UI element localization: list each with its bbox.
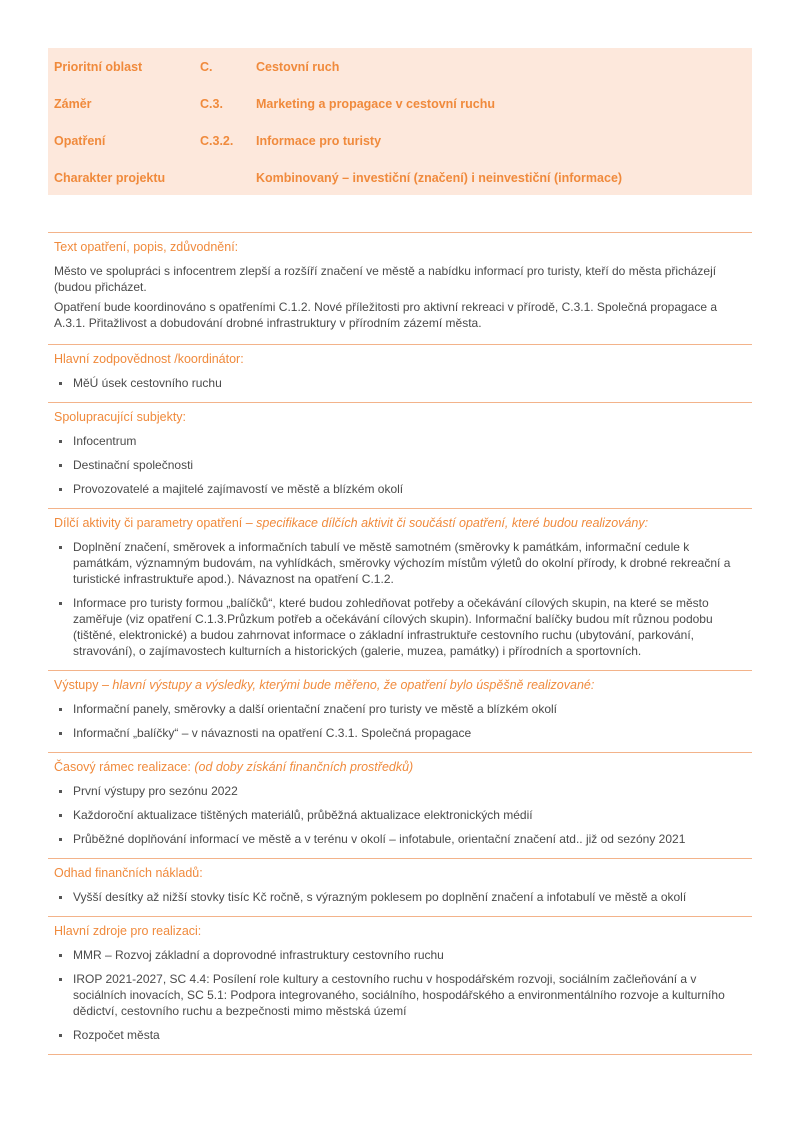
section-title: Spolupracující subjekty:	[54, 410, 187, 424]
list-item: MěÚ úsek cestovního ruchu	[54, 375, 746, 391]
bullet-list	[54, 783, 746, 847]
header-label: Prioritní oblast	[54, 60, 143, 74]
section-title-main: Časový rámec realizace:	[54, 760, 191, 774]
list-item: Provozovatelé a majitelé zajímavostí ve městě a blízkém okolí	[54, 481, 746, 497]
section-subtitle: – hlavní výstupy a výsledky, kterými bude měřeno, že opatření bylo úspěšně realizované:	[101, 678, 595, 692]
section-partners	[48, 402, 752, 508]
bullet-list	[54, 701, 746, 741]
list-item: Infocentrum	[54, 433, 746, 449]
section-outputs	[48, 670, 752, 752]
section-responsibility	[48, 344, 752, 402]
section-title: Text opatření, popis, zdůvodnění:	[54, 240, 239, 254]
list-item: Informační „balíčky“ – v návaznosti na opatření C.3.1. Společná propagace	[54, 725, 746, 741]
measure-details	[48, 232, 752, 1055]
section-subtitle: (od doby získání finančních prostředků)	[194, 760, 414, 774]
header-value: Informace pro turisty	[256, 134, 382, 148]
section-title	[54, 514, 746, 532]
section-activities	[48, 508, 752, 670]
section-title: Hlavní zodpovědnost /koordinátor:	[54, 352, 244, 366]
header-code: C.	[200, 60, 213, 74]
list-item: Vyšší desítky až nižší stovky tisíc Kč ročně, s výrazným poklesem po doplnění značení a infotabulí ve městě a okolí	[54, 889, 746, 905]
list-item: MMR – Rozvoj základní a doprovodné infrastruktury cestovního ruchu	[54, 947, 746, 963]
header-label: Opatření	[54, 134, 106, 148]
list-item: IROP 2021-2027, SC 4.4: Posílení role kultury a cestovního ruchu v hospodářském rozvoji, sociálním začleňování a v sociálních inovacích, SC 5.1: Podpora integrovaného, sociálního, hospodářského a environmentálního rozvoje a kulturního dědictví, cestovního ruchu a bezpečnosti mimo městská území	[54, 971, 746, 1019]
header-value: Marketing a propagace v cestovní ruchu	[256, 97, 495, 111]
list-item: Doplnění značení, směrovek a informačních tabulí ve městě samotném (směrovky k památkám, informační cedule k památkám, významným budovám, na vyhlídkách, směrovky výchozím místům výletů do okolní přírody, k drobné rekreační a turistické infrastruktuře apod.). Návaznost na opatření C.1.2.	[54, 539, 746, 587]
section-costs	[48, 858, 752, 916]
project-header-table	[48, 48, 752, 195]
header-value: Cestovní ruch	[256, 60, 340, 74]
section-title: Odhad finančních nákladů:	[54, 866, 203, 880]
section-title	[54, 758, 746, 776]
list-item: Informační panely, směrovky a další orientační značení pro turisty ve městě a blízkém okolí	[54, 701, 746, 717]
section-funding-sources	[48, 916, 752, 1055]
list-item: Destinační společnosti	[54, 457, 746, 473]
header-value: Kombinovaný – investiční (značení) i neinvestiční (informace)	[256, 171, 623, 185]
section-title-main: Výstupy	[54, 678, 99, 692]
header-label: Charakter projektu	[54, 171, 166, 185]
section-subtitle: – specifikace dílčích aktivit či součástí opatření, které budou realizovány:	[245, 516, 649, 530]
bullet-list	[54, 889, 746, 905]
bullet-list	[54, 947, 746, 1043]
section-title	[54, 676, 746, 694]
header-label: Záměr	[54, 97, 92, 111]
list-item: Průběžné doplňování informací ve městě a v terénu v okolí – infotabule, orientační značení atd.. již od sezóny 2021	[54, 831, 746, 847]
section-description	[48, 232, 752, 344]
list-item: Každoroční aktualizace tištěných materiálů, průběžná aktualizace elektronických médií	[54, 807, 746, 823]
bullet-list	[54, 433, 746, 497]
bullet-list	[54, 375, 746, 391]
section-timeframe	[48, 752, 752, 858]
header-row-priority-area	[54, 57, 339, 77]
section-title-main: Dílčí aktivity či parametry opatření	[54, 516, 243, 530]
header-code: C.3.2.	[200, 134, 234, 148]
section-title: Hlavní zdroje pro realizaci:	[54, 924, 202, 938]
list-item: První výstupy pro sezónu 2022	[54, 783, 746, 799]
header-row-measure	[54, 131, 381, 151]
bullet-list	[54, 539, 746, 659]
list-item: Informace pro turisty formou „balíčků“, které budou zohledňovat potřeby a očekávání cílových skupin, na které se město zaměřuje (viz opatření C.1.3.Průzkum potřeb a očekávání cílových skupin). Informační balíčky budou mít různou podobu (tištěné, elektronické) a budou zahrnovat informace o základní infrastruktuře cestovního ruchu (ubytování, parkování, stravování), o zajímavostech kulturních a historických (galerie, muzea, památky) i přírodních a sportovních.	[54, 595, 746, 659]
header-code: C.3.	[200, 97, 223, 111]
paragraph: Opatření bude koordinováno s opatřeními C.1.2. Nové příležitosti pro aktivní rekreaci v přírodě, C.3.1. Společná propagace a A.3.1. Přitažlivost a dobudování drobné infrastruktury v přírodním zázemí města.	[54, 300, 718, 330]
list-item: Rozpočet města	[54, 1027, 746, 1043]
header-row-project-character	[54, 168, 622, 188]
header-row-intent	[54, 94, 495, 114]
paragraph: Město ve spolupráci s infocentrem zlepší a rozšíří značení ve městě a nabídku informací pro turisty, kteří do města přicházejí (budou přicházet.	[54, 264, 717, 294]
